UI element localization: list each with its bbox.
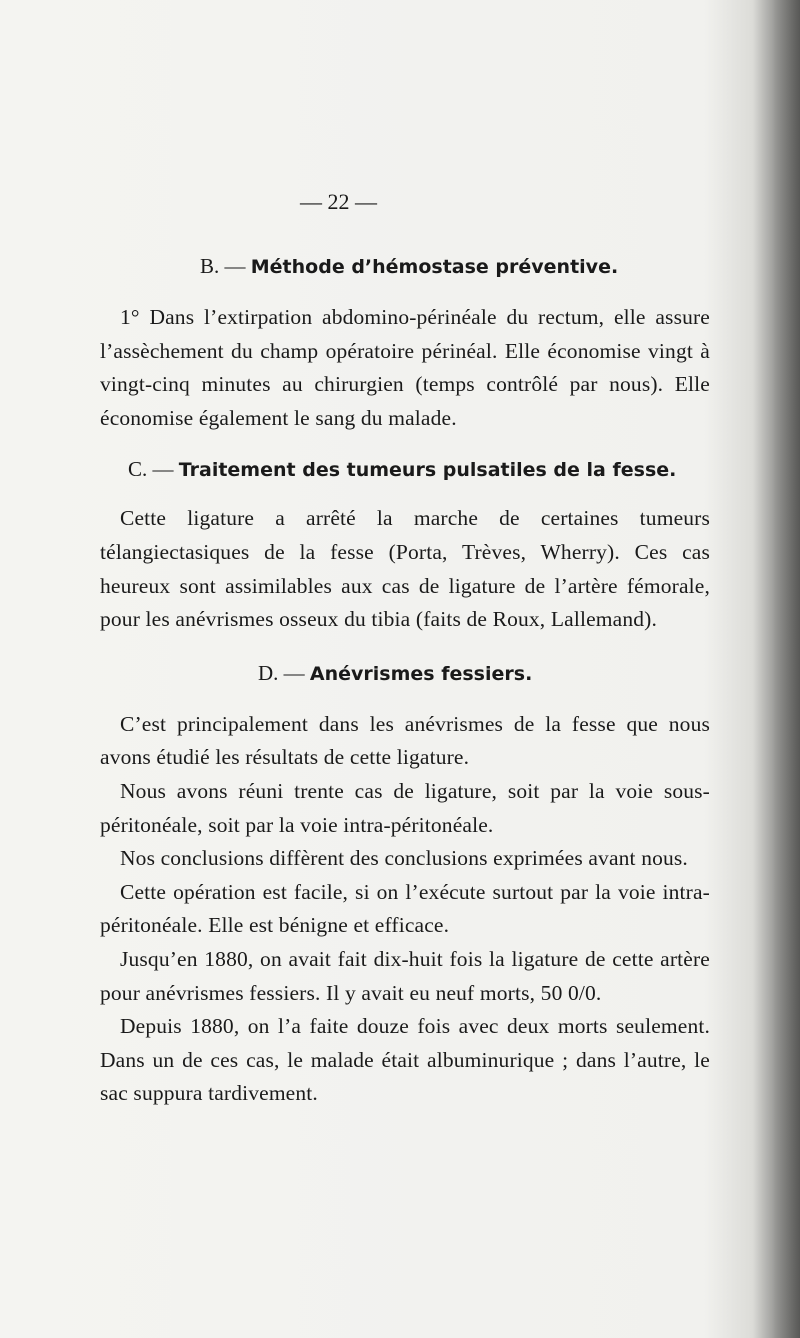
section-title: Anévrismes fessiers. (309, 662, 533, 685)
binding-shadow (754, 0, 800, 1338)
section-letter: B. — (200, 254, 246, 278)
section-letter: C. — (128, 457, 174, 482)
paragraph: 1° Dans l’extirpation abdomino-périnéale du rectum, elle assure l’assèchement du champ opératoire périnéal. Elle économise vingt à vingt-cinq minutes au chirurgien (temps contrôlé par nous). Elle économise également le sang du malade. (100, 305, 710, 430)
text-column (100, 180, 710, 1111)
page-number: — 22 — (300, 189, 377, 214)
section-heading-c (100, 453, 710, 486)
section-heading-b (100, 250, 710, 283)
paragraph: Cette ligature a arrêté la marche de certaines tumeurs télangiectasiques de la fesse (Porta, Trèves, Wherry). Ces cas heureux sont assimilables aux cas de ligature de l’artère fémorale, pour les anévrismes osseux du tibia (faits de Roux, Lallemand). (100, 506, 710, 632)
paragraph: Depuis 1880, on l’a faite douze fois avec deux morts seulement. Dans un de ces cas, le malade était albuminurique ; dans l’autre, le sac suppura tardivement. (100, 1014, 710, 1106)
paragraph: Jusqu’en 1880, on avait fait dix-huit fois la ligature de cette artère pour anévrismes fessiers. Il y avait eu neuf morts, 50 0/0. (100, 946, 710, 1005)
section-title: Traitement des tumeurs pulsatiles de la fesse. (178, 459, 677, 482)
paragraph: Nous avons réuni trente cas de ligature, soit par la voie sous-péritonéale, soit par la voie intra-péritonéale. (100, 778, 710, 837)
paragraph: Cette opération est facile, si on l’exécute surtout par la voie intra-péritonéale. Elle est bénigne et efficace. (100, 879, 710, 938)
section-title: Méthode d’hémostase préventive. (250, 256, 619, 278)
section-heading-d (100, 657, 710, 690)
paragraph: C’est principalement dans les anévrismes de la fesse que nous avons étudié les résultats de cette ligature. (100, 711, 710, 770)
paragraph: Nos conclusions diffèrent des conclusions exprimées avant nous. (120, 846, 688, 871)
section-letter: D. — (258, 660, 305, 685)
